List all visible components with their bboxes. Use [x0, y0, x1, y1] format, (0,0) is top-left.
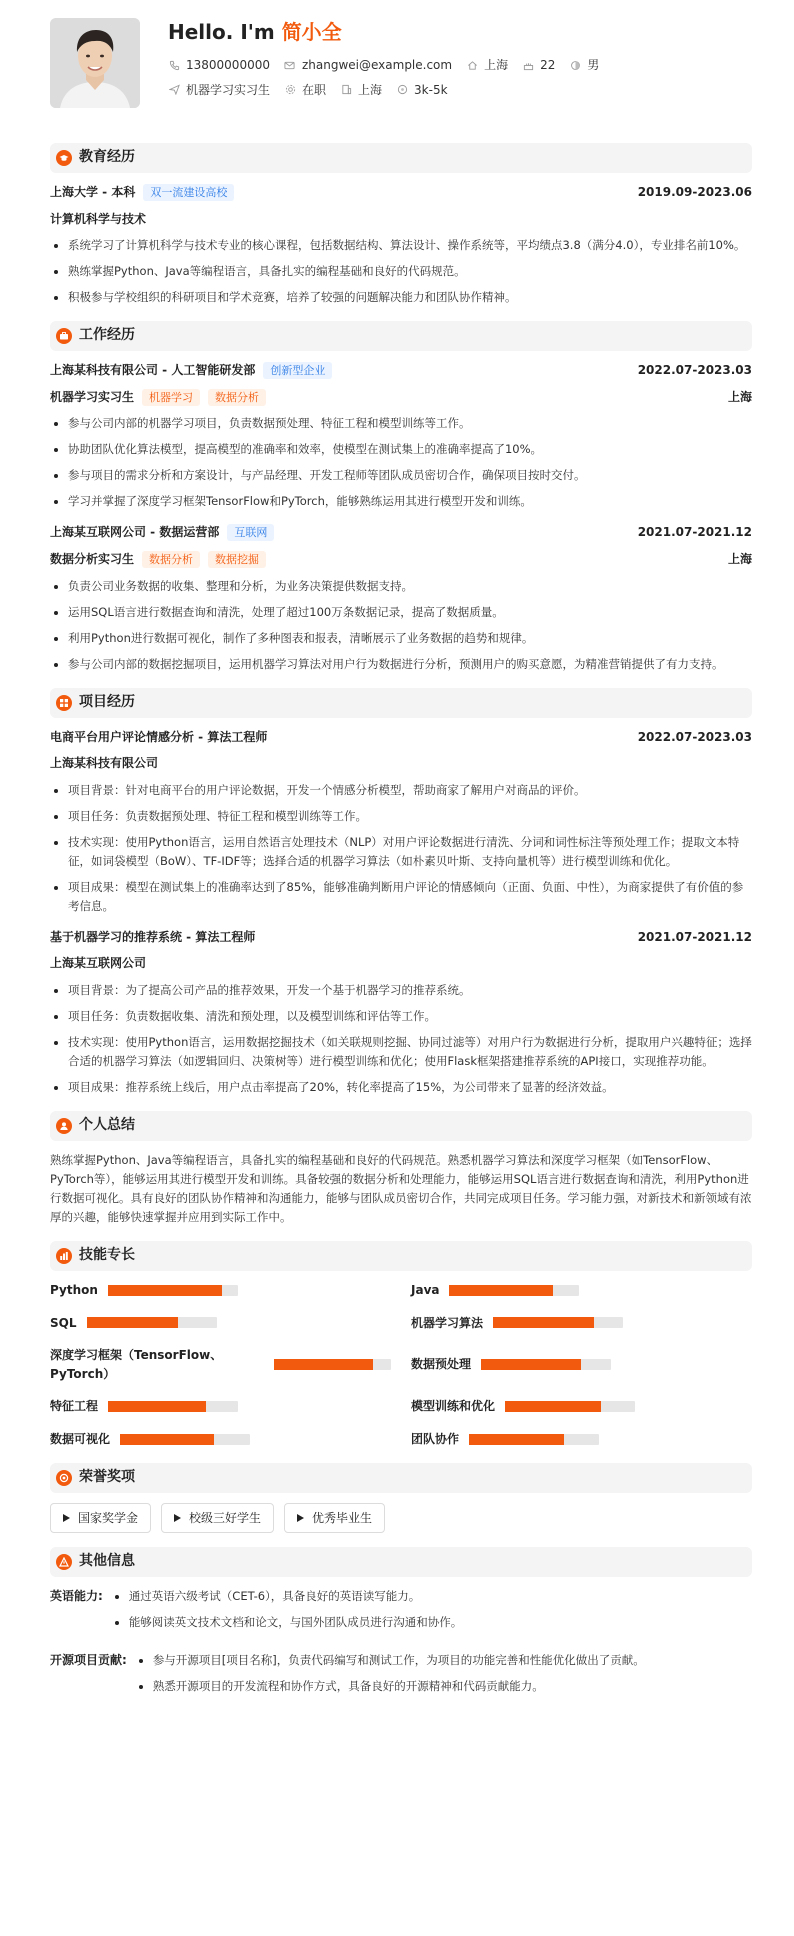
gear-icon: [284, 84, 296, 96]
list-item: 学习并掌握了深度学习框架TensorFlow和PyTorch，能够熟练运用其进行模型开发和训练。: [50, 492, 752, 511]
skill-item: [411, 1430, 752, 1449]
skill-level-fill: [469, 1434, 564, 1445]
salary-item: [396, 81, 448, 100]
project-bullets: [50, 981, 752, 1097]
project-entry-2: [50, 928, 752, 1097]
skill-level-fill: [108, 1401, 206, 1412]
projects-section: [50, 688, 752, 1097]
project-period: 2022.07-2023.03: [637, 729, 752, 744]
work-company-row: [50, 361, 752, 380]
summary-title: 个人总结: [79, 1117, 135, 1134]
summary-text: 熟练掌握Python、Java等编程语言，具备扎实的编程基础和良好的代码规范。熟悉机器学习算法和深度学习框架（如TensorFlow、PyTorch等），能够运用其进行模型开发和训练。具备较强的数据分析和处理能力，能够运用SQL语言进行数据查询和清洗，利用Python进行数据可视化。具有良好的团队协作精神和沟通能力，能够与团队成员密切合作，共同完成项目任务。学习能力强，对新技术和新领域有浓厚的兴趣，能够快速掌握并应用到实际工作中。: [50, 1152, 752, 1224]
list-item: 项目任务：负责数据收集、清洗和预处理，以及模型训练和评估等工作。: [50, 1007, 752, 1026]
skill-name: 深度学习框架（TensorFlow、PyTorch）: [50, 1348, 223, 1381]
project-name: 基于机器学习的推荐系统 - 算法工程师: [50, 929, 256, 944]
education-major-row: [50, 210, 752, 229]
english-block: [50, 1587, 752, 1639]
skill-name: 团队协作: [411, 1431, 460, 1446]
skill-item: [411, 1397, 752, 1416]
work-role-row: [50, 550, 752, 569]
play-icon: [174, 1514, 181, 1522]
list-item: 利用Python进行数据可视化，制作了多种图表和报表，清晰展示了业务数据的趋势和规律。: [50, 629, 752, 648]
project-name: 电商平台用户评论情感分析 - 算法工程师: [50, 729, 268, 744]
skill-item: [50, 1346, 391, 1383]
cake-icon: [522, 59, 534, 71]
list-item: 通过英语六级考试（CET-6），具备良好的英语读写能力。: [111, 1587, 463, 1606]
skills-title: 技能专长: [79, 1247, 135, 1264]
list-item: 能够阅读英文技术文档和论文，与国外团队成员进行沟通和协作。: [111, 1613, 463, 1632]
other-title: 其他信息: [79, 1553, 135, 1570]
project-entry-1: [50, 728, 752, 916]
awards-heading: [50, 1463, 752, 1493]
skill-item: [50, 1314, 391, 1333]
gender-icon: [569, 59, 581, 71]
work-bullets: [50, 577, 752, 674]
company-name: 上海某互联网公司 - 数据运营部: [50, 525, 220, 540]
header-info: [168, 18, 613, 99]
list-item: 项目成果：推荐系统上线后，用户点击率提高了20%，转化率提高了15%，为公司带来了显著的经济效益。: [50, 1078, 752, 1097]
award-label: 国家奖学金: [78, 1510, 139, 1525]
skill-level-bar: [505, 1401, 635, 1412]
avatar-portrait: [50, 18, 140, 108]
list-item: 熟悉开源项目的开发流程和协作方式，具备良好的开源精神和代码贡献能力。: [135, 1677, 645, 1696]
skill-level-fill: [108, 1285, 222, 1296]
list-item: 参与开源项目[项目名称]，负责代码编写和测试工作，为项目的功能完善和性能优化做出了贡献。: [135, 1651, 645, 1670]
greeting-text: Hello. I'm: [168, 20, 282, 44]
phone-text: 13800000000: [186, 58, 270, 72]
list-item: 积极参与学校组织的科研项目和学术竞赛，培养了较强的问题解决能力和团队协作精神。: [50, 288, 752, 307]
list-item: 运用SQL语言进行数据查询和清洗，处理了超过100万条数据记录，提高了数据质量。: [50, 603, 752, 622]
email-item: [284, 56, 452, 75]
mail-icon: [284, 59, 296, 71]
phone-item: [168, 56, 270, 75]
age-item: [522, 56, 555, 75]
project-name-row: [50, 928, 752, 947]
list-item: 负责公司业务数据的收集、整理和分析，为业务决策提供数据支持。: [50, 577, 752, 596]
list-item: 项目背景：为了提高公司产品的推荐效果，开发一个基于机器学习的推荐系统。: [50, 981, 752, 1000]
skill-tag: 数据挖掘: [208, 551, 266, 568]
project-company: 上海某互联网公司: [50, 956, 147, 971]
awards-section: [50, 1463, 752, 1534]
skill-item: [411, 1281, 752, 1300]
list-item: 协助团队优化算法模型，提高模型的准确率和效率，使模型在测试集上的准确率提高了10%。: [50, 440, 752, 459]
project-name-row: [50, 728, 752, 747]
award-label: 校级三好学生: [189, 1510, 262, 1525]
skill-name: 数据预处理: [411, 1357, 472, 1372]
work-location: 上海: [727, 551, 752, 566]
education-period: 2019.09-2023.06: [637, 185, 752, 199]
list-item: 项目背景：针对电商平台的用户评论数据，开发一个情感分析模型，帮助商家了解用户对商品的评价。: [50, 781, 752, 800]
skill-level-fill: [505, 1401, 601, 1412]
awards-title: 荣誉奖项: [79, 1468, 135, 1485]
list-item: 熟练掌握Python、Java等编程语言，具备扎实的编程基础和良好的代码规范。: [50, 262, 752, 281]
candidate-name: 简小全: [281, 20, 342, 44]
skill-name: Java: [411, 1282, 440, 1297]
city-item: [466, 56, 508, 75]
project-period: 2021.07-2021.12: [637, 929, 752, 944]
work-bullets: [50, 414, 752, 511]
skill-name: 模型训练和优化: [411, 1399, 496, 1414]
send-icon: [168, 84, 180, 96]
work-heading: [50, 321, 752, 351]
award-item: [284, 1503, 385, 1534]
skill-level-bar: [493, 1317, 623, 1328]
skill-name: 特征工程: [50, 1399, 99, 1414]
contact-row: [168, 56, 613, 75]
skill-level-fill: [493, 1317, 594, 1328]
list-item: 参与公司内部的机器学习项目，负责数据预处理、特征工程和模型训练等工作。: [50, 414, 752, 433]
oss-label: 开源项目贡献:: [50, 1653, 127, 1668]
status-item: [284, 81, 326, 100]
company-tag: 创新型企业: [263, 362, 332, 379]
work-title: 工作经历: [79, 327, 135, 344]
list-item: 项目成果：模型在测试集上的准确率达到了85%，能够准确判断用户评论的情感倾向（正面、负面、中性），为商家提供了有价值的参考信息。: [50, 878, 752, 916]
list-item: 技术实现：使用Python语言，运用自然语言处理技术（NLP）对用户评论数据进行清洗、分词和词性标注等预处理工作；提取文本特征，如词袋模型（BoW）、TF-IDF等；选择合适的机器学习算法（如朴素贝叶斯、支持向量机等）进行模型训练和优化。: [50, 833, 752, 871]
briefcase-icon: [56, 328, 72, 344]
target-role-text: 机器学习实习生: [186, 82, 271, 97]
work-period: 2022.07-2023.03: [637, 363, 752, 378]
work-entry-2: [50, 523, 752, 673]
work-role-row: [50, 388, 752, 407]
school-tag: 双一流建设高校: [143, 184, 234, 201]
target-role-item: [168, 81, 270, 100]
award-item: [50, 1503, 151, 1534]
other-section: [50, 1547, 752, 1703]
project-company: 上海某科技有限公司: [50, 756, 159, 771]
skill-tag: 数据分析: [142, 551, 200, 568]
skill-level-fill: [87, 1317, 178, 1328]
skills-section: [50, 1241, 752, 1449]
projects-heading: [50, 688, 752, 718]
list-item: 系统学习了计算机科学与技术专业的核心课程，包括数据结构、算法设计、操作系统等，平均绩点3.8（满分4.0），专业排名前10%。: [50, 236, 752, 255]
grid-icon: [56, 695, 72, 711]
work-location: 上海: [727, 389, 752, 404]
skill-name: SQL: [50, 1315, 77, 1330]
building-icon: [340, 84, 352, 96]
coin-icon: [396, 84, 408, 96]
education-section: [50, 143, 752, 307]
skill-tag: 机器学习: [142, 389, 200, 406]
skill-level-bar: [469, 1434, 599, 1445]
skill-level-fill: [449, 1285, 553, 1296]
skill-name: 数据可视化: [50, 1431, 111, 1446]
resume-header: [50, 18, 752, 143]
skill-level-bar: [481, 1359, 611, 1370]
chart-icon: [56, 1248, 72, 1264]
other-heading: [50, 1547, 752, 1577]
user-icon: [56, 1118, 72, 1134]
education-bullets: [50, 236, 752, 307]
email-text: zhangwei@example.com: [301, 58, 453, 72]
phone-icon: [168, 59, 180, 71]
english-label: 英语能力:: [50, 1589, 103, 1604]
skill-item: [411, 1314, 752, 1333]
company-name: 上海某科技有限公司 - 人工智能研发部: [50, 363, 256, 378]
skills-heading: [50, 1241, 752, 1271]
english-bullets: [111, 1587, 463, 1639]
skill-level-bar: [108, 1285, 238, 1296]
skill-level-fill: [274, 1359, 373, 1370]
skills-grid: [50, 1281, 752, 1449]
projects-title: 项目经历: [79, 693, 135, 710]
skill-item: [50, 1281, 391, 1300]
avatar: [50, 18, 140, 108]
skill-level-bar: [120, 1434, 250, 1445]
role-name: 机器学习实习生: [50, 389, 135, 404]
work-section: [50, 321, 752, 673]
city-text: 上海: [484, 58, 509, 72]
gender-text: 男: [587, 58, 600, 72]
medal-icon: [56, 1470, 72, 1486]
oss-block: [50, 1651, 752, 1703]
work-period: 2021.07-2021.12: [637, 525, 752, 540]
education-school-row: [50, 183, 752, 202]
target-city-item: [340, 81, 382, 100]
company-tag: 互联网: [227, 524, 274, 541]
summary-section: [50, 1111, 752, 1227]
skill-item: [50, 1397, 391, 1416]
skill-level-fill: [481, 1359, 581, 1370]
list-item: 技术实现：使用Python语言，运用数据挖掘技术（如关联规则挖掘、协同过滤等）对用户行为数据进行分析，提取用户兴趣特征；选择合适的机器学习算法（如逻辑回归、决策树等）进行模型训练和优化；使用Flask框架搭建推荐系统的API接口，实现推荐功能。: [50, 1033, 752, 1071]
summary-heading: [50, 1111, 752, 1141]
graduation-cap-icon: [56, 150, 72, 166]
skill-level-bar: [87, 1317, 217, 1328]
skill-level-fill: [120, 1434, 214, 1445]
education-heading: [50, 143, 752, 173]
skill-item: [50, 1430, 391, 1449]
school-name: 上海大学 - 本科: [50, 185, 136, 199]
work-entry-1: [50, 361, 752, 511]
job-intent-row: [168, 81, 613, 100]
role-name: 数据分析实习生: [50, 551, 135, 566]
skill-tag: 数据分析: [208, 389, 266, 406]
skill-level-bar: [108, 1401, 238, 1412]
list-item: 参与公司内部的数据挖掘项目，运用机器学习算法对用户行为数据进行分析，预测用户的购买意愿，为精准营销提供了有力支持。: [50, 655, 752, 674]
work-company-row: [50, 523, 752, 542]
play-icon: [63, 1514, 70, 1522]
award-label: 优秀毕业生: [312, 1510, 373, 1525]
project-company-row: [50, 754, 752, 773]
play-icon: [297, 1514, 304, 1522]
project-bullets: [50, 781, 752, 916]
list-item: 参与项目的需求分析和方案设计，与产品经理、开发工程师等团队成员密切合作，确保项目按时交付。: [50, 466, 752, 485]
award-item: [161, 1503, 274, 1534]
skill-level-bar: [274, 1359, 391, 1370]
gender-item: [569, 56, 599, 75]
education-title: 教育经历: [79, 149, 135, 166]
greeting-title: [168, 18, 613, 46]
skill-level-bar: [449, 1285, 579, 1296]
home-icon: [466, 59, 478, 71]
oss-bullets: [135, 1651, 645, 1703]
list-item: 项目任务：负责数据预处理、特征工程和模型训练等工作。: [50, 807, 752, 826]
status-text: 在职: [302, 82, 327, 97]
education-major: 计算机科学与技术: [50, 211, 147, 226]
salary-text: 3k-5k: [414, 82, 448, 97]
info-icon: [56, 1554, 72, 1570]
awards-list: [50, 1503, 752, 1534]
skill-item: [411, 1346, 752, 1383]
skill-name: Python: [50, 1282, 98, 1297]
target-city-text: 上海: [358, 82, 383, 97]
skill-name: 机器学习算法: [411, 1315, 484, 1330]
project-company-row: [50, 954, 752, 973]
age-text: 22: [540, 58, 556, 72]
